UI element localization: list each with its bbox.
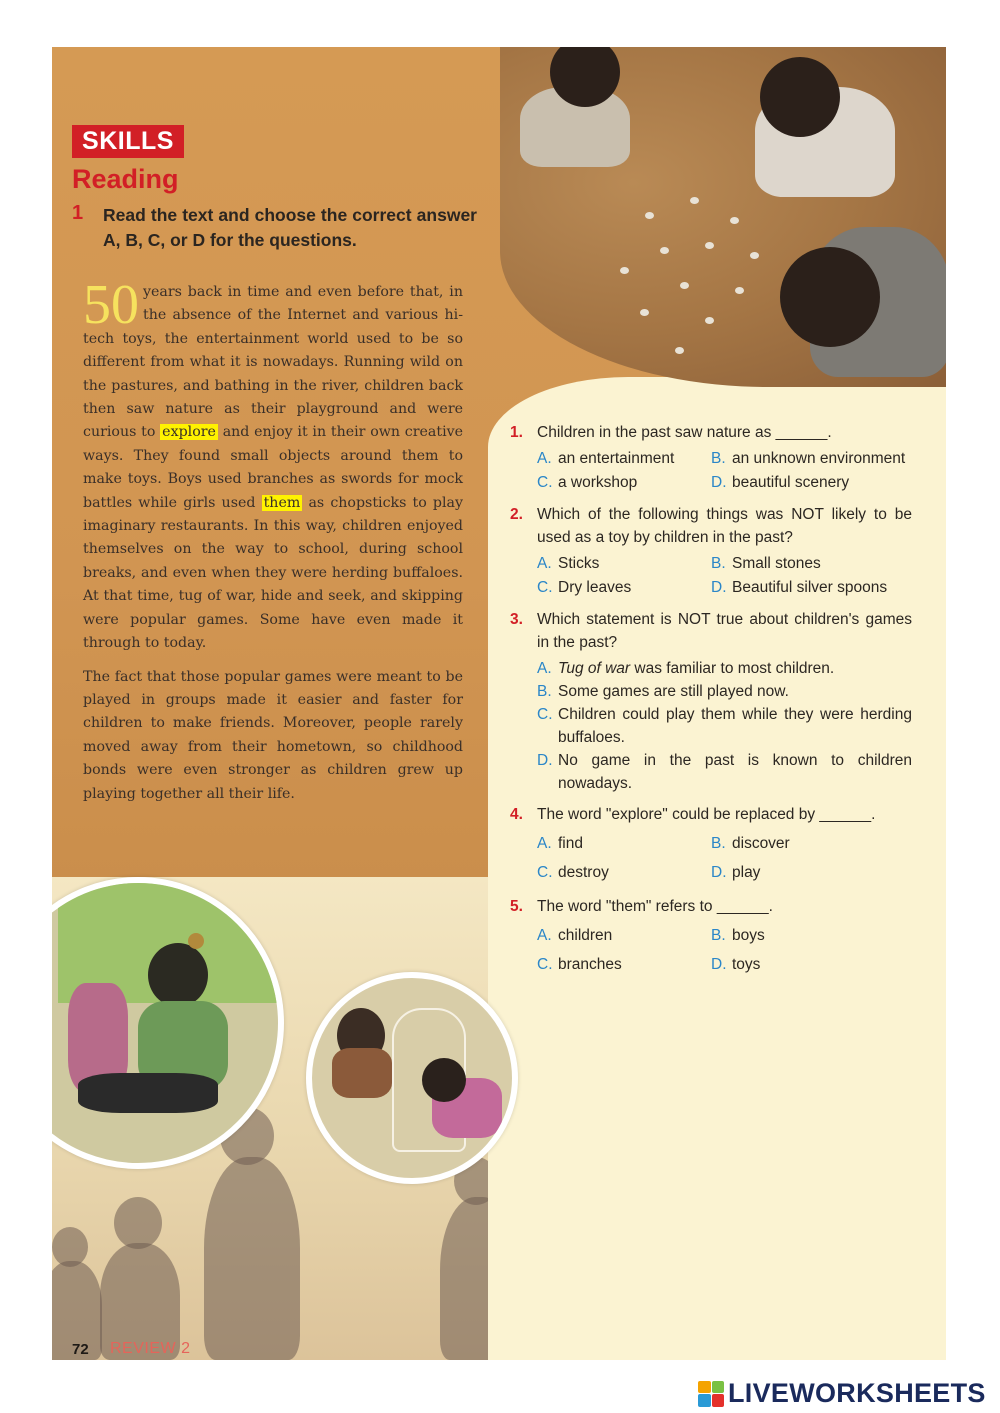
textbook-page — [52, 47, 946, 1360]
instruction-number: 1 — [72, 202, 84, 224]
option-d[interactable]: D. beautiful scenery — [711, 474, 850, 491]
children-playing-photo — [500, 47, 946, 387]
reading-passage — [83, 274, 464, 816]
passage-paragraph-1 — [83, 274, 464, 656]
option-c[interactable]: C. branches — [537, 956, 622, 973]
question-number: 4. — [510, 806, 523, 823]
option-a[interactable]: A. Sticks — [537, 555, 600, 572]
option-c[interactable]: C. Children could play them while they were herding buffaloes. — [537, 706, 912, 746]
option-b[interactable]: B. an unknown environment — [711, 450, 906, 467]
liveworksheets-logo-icon — [698, 1381, 724, 1407]
option-d[interactable]: D. Beautiful silver spoons — [711, 579, 888, 596]
question-number: 1. — [510, 424, 523, 441]
option-b[interactable]: B. Small stones — [711, 555, 821, 572]
footer-label: REVIEW 2 — [110, 1340, 191, 1357]
option-d[interactable]: D. toys — [711, 956, 761, 973]
page-title: Reading — [72, 164, 179, 194]
option-a[interactable]: A. Tug of war was familiar to most children. — [537, 660, 835, 677]
passage-text: and enjoy it in their own creative ways. They found small objects around them to make toys. Boys used branches as swords for mock battles while girls used — [83, 424, 464, 511]
option-a[interactable]: A. an entertainment — [537, 450, 675, 467]
question-3 — [510, 608, 912, 795]
liveworksheets-brand — [698, 1378, 986, 1409]
question-number: 3. — [510, 611, 523, 628]
option-a[interactable]: A. children — [537, 927, 613, 944]
question-text: Children in the past saw nature as ______. — [537, 424, 832, 441]
option-d[interactable]: D. No game in the past is known to children nowadays. — [537, 752, 912, 792]
page-number: 72 — [72, 1341, 89, 1358]
option-b[interactable]: B. Some games are still played now. — [537, 683, 789, 700]
question-number: 2. — [510, 506, 523, 523]
passage-text: years back in time and even before that, in the absence of the Internet and various hi-tech toys, the entertainment world used to be so different from what it is nowadays. Running wild on the pastures, and bathing in the river, children back then saw nature as their playground and were curious to — [83, 284, 463, 441]
brand-name: LIVEWORKSHEETS — [728, 1378, 986, 1408]
question-1 — [510, 421, 912, 495]
question-2 — [510, 503, 912, 600]
passage-text: as chopsticks to play imaginary restaurants. In this way, children enjoyed themselves on the way to school, during school breaks, and even when they were herding buffaloes. At that time, tug of war, hide and seek, and skipping were popular games. Some have even made it through to today. — [83, 494, 464, 652]
section-badge: SKILLS — [72, 125, 184, 158]
question-5 — [510, 895, 912, 979]
question-text: The word "them" refers to ______. — [537, 898, 773, 915]
option-d[interactable]: D. play — [711, 864, 761, 881]
option-a[interactable]: A. find — [537, 835, 583, 852]
option-c[interactable]: C. destroy — [537, 864, 609, 881]
highlighted-word-explore: explore — [162, 424, 216, 441]
question-number: 5. — [510, 898, 523, 915]
option-b[interactable]: B. discover — [711, 835, 790, 852]
option-b[interactable]: B. boys — [711, 927, 765, 944]
option-c[interactable]: C. Dry leaves — [537, 579, 632, 596]
passage-paragraph-2: The fact that those popular games were meant to be played in groups made it easier and faster for children to make friends. Moreover, people rarely moved away from their hometown, so childhood bonds were even stronger as children grew up playing together all their life. — [83, 668, 463, 802]
hopscotch-illustration — [306, 972, 518, 1184]
question-text: Which statement is NOT true about children's games in the past? — [537, 611, 912, 651]
question-text: Which of the following things was NOT likely to be used as a toy by children in the past? — [537, 506, 912, 546]
highlighted-word-them: them — [263, 494, 301, 511]
instruction-text: Read the text and choose the correct answer A, B, C, or D for the questions. — [103, 205, 477, 250]
dropcap: 50 — [83, 274, 139, 336]
questions-list — [510, 421, 912, 987]
question-text: The word "explore" could be replaced by ______. — [537, 806, 876, 823]
question-4 — [510, 803, 912, 887]
option-c[interactable]: C. a workshop — [537, 474, 638, 491]
